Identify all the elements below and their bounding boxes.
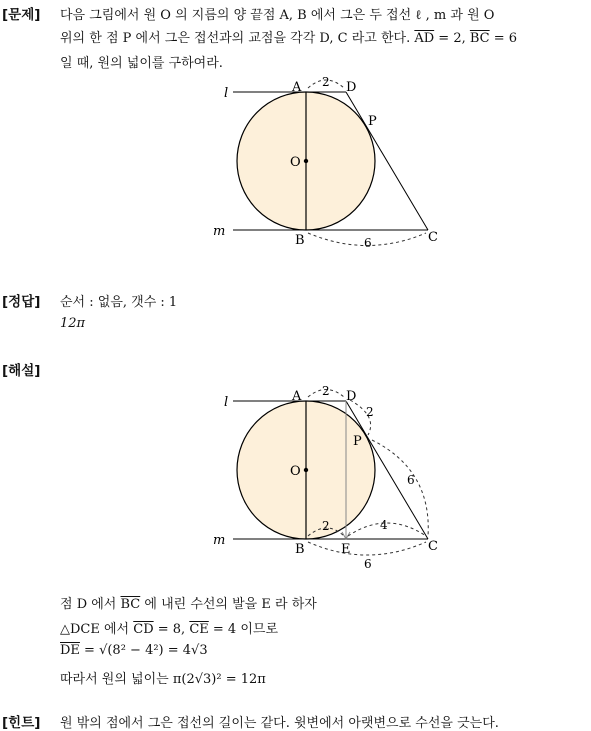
solution-line-2-b: = 8, bbox=[153, 622, 190, 637]
label-p-2: P bbox=[353, 434, 362, 449]
problem-line-1: 다음 그림에서 원 O 의 지름의 양 끝점 A, B 에서 그은 두 접선 ℓ , m 과 원 O bbox=[60, 8, 495, 23]
point-o-2 bbox=[304, 468, 308, 472]
label-p: P bbox=[368, 114, 377, 129]
label-a: A bbox=[292, 80, 302, 95]
label-o: O bbox=[290, 155, 301, 170]
label-l: l bbox=[224, 86, 229, 101]
label-d: D bbox=[346, 80, 357, 95]
solution-line-3 bbox=[60, 643, 208, 658]
label-b-2: B bbox=[295, 542, 305, 557]
label-a-2: A bbox=[292, 389, 302, 404]
label-b: B bbox=[295, 233, 305, 248]
solution-figure bbox=[0, 380, 591, 580]
hint-tag: [힌트] bbox=[2, 715, 41, 731]
hint-text: 원 밖의 점에서 그은 접선의 길이는 같다. 윗변에서 아랫변으로 수선을 긋는다. bbox=[60, 716, 499, 731]
label-bc-length-2: 6 bbox=[364, 557, 372, 571]
eq-ad: = 2, bbox=[434, 31, 470, 46]
label-m: m bbox=[213, 224, 226, 239]
label-dp-length: 2 bbox=[366, 405, 374, 419]
solution-line-2-c: = 4 이므로 bbox=[208, 622, 279, 637]
label-c: C bbox=[428, 230, 438, 245]
label-bc-length: 6 bbox=[364, 236, 372, 250]
segment-ad: $\overline{AD}$ bbox=[414, 31, 435, 46]
problem-tag: [문제] bbox=[2, 7, 41, 23]
problem-line-3: 일 때, 원의 넓이를 구하여라. bbox=[60, 56, 223, 71]
label-c-2: C bbox=[428, 539, 438, 554]
label-o-2: O bbox=[290, 464, 301, 479]
segment-ce: $\overline{CE}$ bbox=[189, 622, 209, 637]
answer-tag: [정답] bbox=[2, 294, 41, 310]
label-ad-length: 2 bbox=[322, 75, 330, 89]
label-be-length: 2 bbox=[322, 519, 330, 533]
solution-line-3-b: = √(8² − 4²) = 4√3 bbox=[79, 643, 208, 658]
problem-figure bbox=[0, 0, 591, 260]
segment-de: $\overline{DE}$ bbox=[60, 643, 80, 658]
answer-meta: 순서 : 없음, 갯수 : 1 bbox=[60, 295, 178, 310]
label-l-2: l bbox=[224, 395, 229, 410]
solution-line-1-b: 에 내린 수선의 발을 E 라 하자 bbox=[140, 597, 317, 612]
brace-bc-2 bbox=[308, 542, 426, 555]
point-o bbox=[304, 159, 308, 163]
solution-line-2 bbox=[60, 618, 278, 637]
segment-bc: $\overline{BC}$ bbox=[469, 31, 490, 46]
solution-line-1 bbox=[60, 593, 317, 612]
problem-line-2-text: 위의 한 점 P 에서 그은 접선과의 교점을 각각 D, C 라고 한다. bbox=[60, 31, 415, 46]
eq-bc: = 6 bbox=[489, 31, 518, 46]
segment-bc-solution: $\overline{BC}$ bbox=[120, 597, 141, 612]
label-e: E bbox=[341, 542, 351, 557]
solution-line-2-a: △DCE 에서 bbox=[60, 622, 134, 637]
label-ec-length: 4 bbox=[380, 518, 388, 532]
label-pc-length: 6 bbox=[407, 473, 415, 487]
label-m-2: m bbox=[213, 533, 226, 548]
answer-value: 12π bbox=[60, 316, 86, 331]
solution-line-1-a: 점 D 에서 bbox=[60, 597, 121, 612]
solution-line-4: 따라서 원의 넓이는 π(2√3)² = 12π bbox=[60, 672, 266, 687]
label-d-2: D bbox=[346, 389, 357, 404]
segment-cd: $\overline{CD}$ bbox=[133, 622, 154, 637]
label-ad-length-2: 2 bbox=[322, 384, 330, 398]
solution-tag: [해설] bbox=[2, 363, 41, 379]
